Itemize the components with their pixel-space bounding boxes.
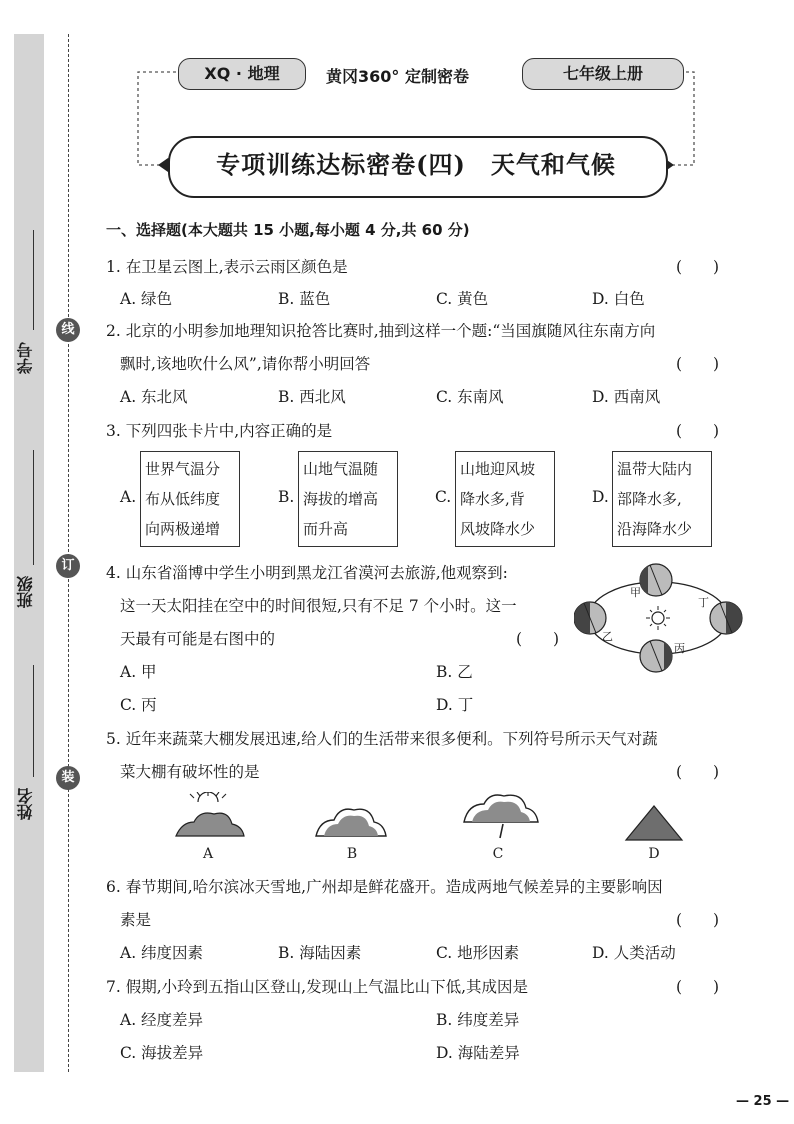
triangle-symbol-icon (626, 806, 682, 840)
q7-option-b: B. 纬度差异 (436, 1011, 520, 1029)
q3-letter-a: A. (120, 488, 137, 506)
q3-letter-c: C. (435, 488, 452, 506)
q7-answer-paren: ( ) (676, 978, 720, 996)
card-line: 降水多,背 (460, 490, 525, 508)
binding-mark-ding: 订 (56, 554, 80, 578)
q6-option-d: D. 人类活动 (592, 944, 676, 962)
binding-mark-zhuang: 装 (56, 766, 80, 790)
q2-option-b: B. 西北风 (278, 388, 346, 406)
q3-letter-b: B. (278, 488, 295, 506)
sun-icon (646, 606, 670, 630)
q4-stem-line1: 4. 山东省淄博中学生小明到黑龙江省漠河去旅游,他观察到: (106, 564, 508, 582)
q7-option-d: D. 海陆差异 (436, 1044, 520, 1062)
q1-option-a: A. 绿色 (120, 290, 173, 308)
card-line: 风坡降水少 (460, 520, 536, 538)
q6-answer-paren: ( ) (676, 911, 720, 929)
card-line: 山地迎风坡 (460, 460, 536, 478)
q3-card-a (140, 451, 240, 547)
q7-option-c: C. 海拔差异 (120, 1044, 204, 1062)
rain-icon (464, 795, 538, 838)
q6-option-c: C. 地形因素 (436, 944, 520, 962)
class-label: 班级 (16, 576, 35, 608)
page-number: — 25 — (736, 1094, 790, 1109)
orbit-label-jia: 甲 (630, 586, 641, 599)
q4-option-d: D. 丁 (436, 696, 474, 714)
q3-stem: 3. 下列四张卡片中,内容正确的是 (106, 422, 333, 440)
cloudy-icon (316, 809, 386, 836)
q6-stem-line1: 6. 春节期间,哈尔滨冰天雪地,广州却是鲜花盛开。造成两地气候差异的主要影响因 (106, 878, 663, 896)
q6-option-b: B. 海陆因素 (278, 944, 362, 962)
orbit-label-yi: 乙 (602, 630, 613, 643)
brand-text: 黄冈360° 定制密卷 (326, 67, 469, 86)
card-line: 世界气温分 (145, 460, 221, 478)
weather-symbols (174, 792, 694, 868)
q6-stem-line2: 素是 (120, 911, 152, 929)
student-id-label: 学号 (16, 342, 35, 374)
q4-stem-line2: 这一天太阳挂在空中的时间很短,只有不足 7 个小时。这一 (120, 597, 517, 615)
earth-icon (710, 602, 742, 634)
q3-answer-paren: ( ) (676, 422, 720, 440)
earth-icon (640, 640, 672, 672)
binding-mark-xian: 线 (56, 318, 80, 342)
q5-stem-line1: 5. 近年来蔬菜大棚发展迅速,给人们的生活带来很多便利。下列符号所示天气对蔬 (106, 730, 658, 748)
q5-stem-line2: 菜大棚有破坏性的是 (120, 763, 260, 781)
q1-answer-paren: ( ) (676, 258, 720, 276)
class-line (33, 450, 34, 565)
q1-option-d: D. 白色 (592, 290, 645, 308)
q2-stem-line2: 飘时,该地吹什么风”,请你帮小明回答 (120, 355, 371, 373)
q6-option-a: A. 纬度因素 (120, 944, 204, 962)
q4-answer-paren: ( ) (516, 630, 560, 648)
q1-option-c: C. 黄色 (436, 290, 489, 308)
q2-answer-paren: ( ) (676, 355, 720, 373)
symbol-label-a: A (202, 846, 214, 862)
card-line: 海拔的增高 (303, 490, 379, 508)
earth-icon (640, 564, 672, 596)
q7-option-a: A. 经度差异 (120, 1011, 204, 1029)
q4-option-a: A. 甲 (120, 663, 157, 681)
name-line (33, 665, 34, 777)
grade-pill: 七年级上册 (522, 58, 684, 90)
orbit-label-ding: 丁 (698, 596, 709, 609)
q2-stem-line1: 2. 北京的小明参加地理知识抢答比赛时,抽到这样一个题:“当国旗随风往东南方向 (106, 322, 656, 340)
partly-cloudy-icon (176, 792, 244, 836)
card-line: 沿海降水少 (617, 520, 693, 538)
q2-option-c: C. 东南风 (436, 388, 504, 406)
symbol-label-d: D (648, 846, 660, 862)
q4-option-c: C. 丙 (120, 696, 157, 714)
symbol-label-c: C (492, 846, 504, 862)
q3-card-c (455, 451, 555, 547)
name-label: 姓名 (16, 788, 35, 820)
card-line: 布从低纬度 (145, 490, 221, 508)
student-id-line (33, 230, 34, 330)
card-line: 温带大陆内 (617, 460, 693, 478)
card-line: 部降水多, (617, 490, 682, 508)
q3-card-d (612, 451, 712, 547)
earth-orbit-diagram (574, 556, 746, 682)
q7-stem: 7. 假期,小玲到五指山区登山,发现山上气温比山下低,其成因是 (106, 978, 528, 996)
section-title: 一、选择题(本大题共 15 小题,每小题 4 分,共 60 分) (106, 221, 470, 239)
card-line: 向两极递增 (145, 520, 221, 538)
card-line: 山地气温随 (303, 460, 379, 478)
q1-stem: 1. 在卫星云图上,表示云雨区颜色是 (106, 258, 348, 276)
q3-letter-d: D. (592, 488, 609, 506)
orbit-label-bing: 丙 (674, 642, 685, 655)
subject-pill: XQ · 地理 (178, 58, 306, 90)
q4-option-b: B. 乙 (436, 663, 473, 681)
card-line: 而升高 (303, 520, 349, 538)
q2-option-a: A. 东北风 (120, 388, 188, 406)
page-title: 专项训练达标密卷(四) 天气和气候 (216, 150, 616, 179)
q3-card-b (298, 451, 398, 547)
symbol-label-b: B (346, 846, 358, 862)
q2-option-d: D. 西南风 (592, 388, 661, 406)
q1-option-b: B. 蓝色 (278, 290, 331, 308)
q4-stem-line3: 天最有可能是右图中的 (120, 630, 276, 648)
q5-answer-paren: ( ) (676, 763, 720, 781)
